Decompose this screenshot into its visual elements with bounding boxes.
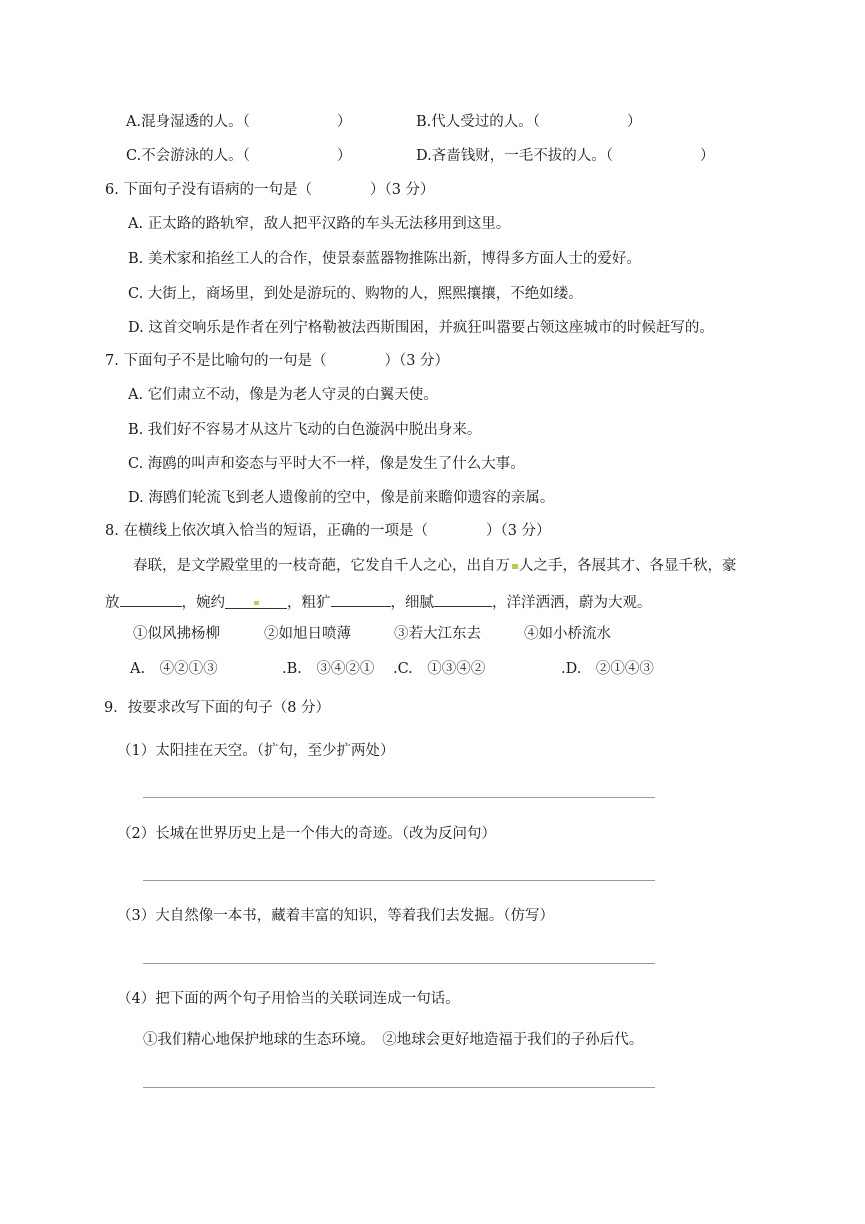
highlight-mark [512, 564, 518, 569]
q5-option-d: D.吝啬钱财，一毛不拔的人。（ ） [416, 148, 715, 164]
q9-item-2: （2）长城在世界历史上是一个伟大的奇迹。（改为反问句） [117, 826, 496, 842]
q8-passage-p2: ，婉约 [181, 595, 225, 611]
q5-option-c: C.不会游泳的人。（ ） [126, 148, 352, 164]
q8-passage-p3: ，粗犷 [287, 595, 331, 611]
q8-passage-p4: ，细腻 [390, 595, 434, 611]
q6-option-b: B. 美术家和掐丝工人的合作，使景泰蓝器物推陈出新，博得多方面人士的爱好。 [128, 251, 641, 267]
highlight-mark [254, 601, 259, 605]
q9-stem: 9．按要求改写下面的句子（8 分） [104, 700, 331, 716]
q9-item-1: （1）太阳挂在天空。（扩句，至少扩两处） [117, 743, 395, 759]
blank-2[interactable] [225, 593, 287, 609]
q6-option-a: A. 正太路的路轨窄，敌人把平汉路的车头无法移用到这里。 [128, 216, 511, 232]
q8-choice-a: A. ④②①③ [130, 661, 218, 677]
q7-option-b: B. 我们好不容易才从这片飞动的白色漩涡中脱出身来。 [128, 422, 482, 438]
answer-line-4[interactable] [143, 1087, 655, 1088]
q7-stem: 7. 下面句子不是比喻句的一句是（ ）（3 分） [105, 353, 450, 369]
blank-3[interactable] [331, 591, 391, 607]
q8-passage-line1 [133, 556, 737, 576]
answer-line-3[interactable] [143, 963, 655, 964]
blank-4[interactable] [434, 591, 492, 607]
q8-passage-p5: ，洋洋洒洒，蔚为大观。 [492, 595, 652, 611]
q8-phrase-3: ③若大江东去 [394, 626, 481, 642]
q8-phrase-4: ④如小桥流水 [524, 626, 611, 642]
q8-choice-d: .D. ②①④③ [561, 661, 654, 677]
q6-option-d: D. 这首交响乐是作者在列宁格勒被法西斯围困，并疯狂叫嚣要占领这座城市的时候赶写的。 [128, 320, 714, 336]
q5-option-a: A.混身湿透的人。（ ） [126, 114, 352, 130]
answer-line-2[interactable] [143, 880, 655, 881]
q8-phrase-1: ①似风拂杨柳 [133, 626, 220, 642]
q8-passage-line1-b: 人之手，各展其才、各显千秋，豪 [519, 558, 737, 574]
blank-1[interactable] [120, 591, 182, 607]
q6-option-c: C. 大街上，商场里，到处是游玩的、购物的人，熙熙攘攘，不绝如缕。 [128, 286, 583, 302]
q8-passage-line2 [105, 591, 652, 613]
q6-stem: 6. 下面句子没有语病的一句是（ ）（3 分） [105, 182, 435, 198]
q8-phrase-2: ②如旭日喷薄 [264, 626, 351, 642]
q8-choice-c: .C. ①③④② [393, 661, 486, 677]
q8-passage-line1-a: 春联，是文学殿堂里的一枝奇葩，它发自千人之心，出自万 [133, 558, 510, 574]
q7-option-c: C. 海鸥的叫声和姿态与平时大不一样，像是发生了什么大事。 [128, 456, 525, 472]
q5-option-b: B.代人受过的人。（ ） [416, 114, 642, 130]
answer-line-1[interactable] [143, 797, 655, 798]
q9-sentences: ①我们精心地保护地球的生态环境。 ②地球会更好地造福于我们的子孙后代。 [143, 1032, 644, 1048]
q9-item-3: （3）大自然像一本书，藏着丰富的知识，等着我们去发掘。（仿写） [117, 908, 554, 924]
q7-option-a: A. 它们肃立不动，像是为老人守灵的白翼天使。 [128, 387, 438, 403]
q8-passage-p1: 放 [105, 595, 120, 611]
q8-choice-b: .B. ③④②① [282, 661, 375, 677]
q8-stem: 8. 在横线上依次填入恰当的短语，正确的一项是（ ）（3 分） [105, 523, 551, 539]
q7-option-d: D. 海鸥们轮流飞到老人遗像前的空中，像是前来瞻仰遗容的亲属。 [128, 490, 555, 506]
q9-item-4: （4）把下面的两个句子用恰当的关联词连成一句话。 [117, 991, 460, 1007]
